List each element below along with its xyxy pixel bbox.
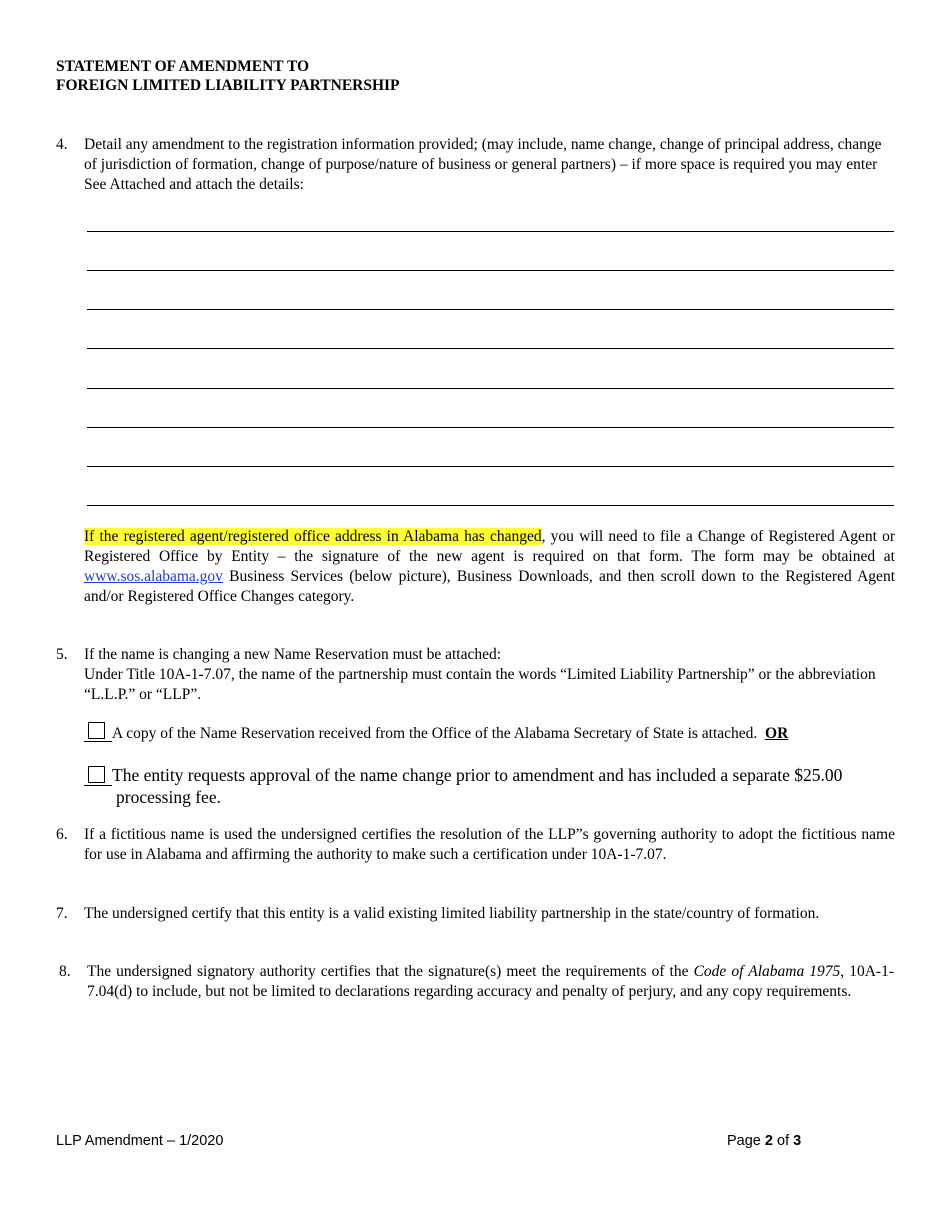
footer-form-id: LLP Amendment – 1/2020 xyxy=(56,1133,224,1149)
item-8-number: 8. xyxy=(59,963,71,980)
item-6-number: 6. xyxy=(56,826,68,843)
item-5-number: 5. xyxy=(56,646,68,663)
name-change-approval-checkbox[interactable] xyxy=(88,766,105,783)
option-2-line-1: The entity requests approval of the name change prior to amendment and has included a separate $25.00 xyxy=(112,765,843,785)
notice-highlight: If the registered agent/registered office address in Alabama has changed xyxy=(84,528,542,545)
option-1-text: A copy of the Name Reservation received from the Office of the Alabama Secretary of State is attached. xyxy=(112,725,758,742)
option-2-line-2: processing fee. xyxy=(116,787,221,807)
document-title xyxy=(56,57,400,95)
answer-line-4[interactable] xyxy=(87,348,894,349)
page-total: 3 xyxy=(793,1133,802,1149)
option-1 xyxy=(112,724,902,744)
answer-line-7[interactable] xyxy=(87,466,894,467)
name-reservation-attached-checkbox[interactable] xyxy=(88,722,105,739)
answer-line-8[interactable] xyxy=(87,505,894,506)
item-8-text xyxy=(87,962,894,1002)
item-6-text: If a fictitious name is used the undersigned certifies the resolution of the LLP”s governing authority to adopt the fictitious name for use in Alabama and affirming the authority to make such a certification under 10A-1-7.07. xyxy=(84,826,895,863)
notice-text-1: , you will need to file a Change of Registered Agent or Registered Office by Entity – the signature of the new agent is required on that form. The form may be obtained at xyxy=(84,528,895,565)
item-7-number: 7. xyxy=(56,905,68,922)
checkbox-underline-1 xyxy=(84,741,112,742)
title-line-1: STATEMENT OF AMENDMENT TO xyxy=(56,58,310,75)
item-4-text: Detail any amendment to the registration information provided; (may include, name change, change of principal address, change of jurisdiction of formation, change of purpose/nature of business or general partners) – if more space is required you may enter See Attached and attach the details: xyxy=(84,136,882,193)
item-5-line-1: If the name is changing a new Name Reservation must be attached: xyxy=(84,646,502,663)
answer-line-2[interactable] xyxy=(87,270,894,271)
notice-text-2: Business Services (below picture), Business Downloads, and then scroll down to the Registered Agent and/or Registered Office Changes category. xyxy=(84,568,895,605)
page-of: of xyxy=(772,1133,794,1149)
footer-page-number xyxy=(727,1133,801,1149)
item-8-text-before: The undersigned signatory authority certifies that the signature(s) meet the requirements of the xyxy=(87,963,694,980)
answer-line-5[interactable] xyxy=(87,388,894,389)
item-7-text: The undersigned certify that this entity is a valid existing limited liability partnership in the state/country of formation. xyxy=(84,905,820,922)
checkbox-underline-2 xyxy=(84,785,112,786)
item-4-number: 4. xyxy=(56,136,68,153)
option-1-or: OR xyxy=(765,725,789,742)
registered-agent-notice xyxy=(84,527,895,607)
item-8-code-citation: Code of Alabama 1975 xyxy=(693,963,841,980)
item-5-line-2: Under Title 10A-1-7.07, the name of the partnership must contain the words “Limited Liability Partnership” or the abbreviation “L.L.P.” or “LLP”. xyxy=(84,666,876,703)
sos-website-link[interactable]: www.sos.alabama.gov xyxy=(84,568,223,585)
item-8-text-after: , 10A-1-7.04(d) to include, but not be limited to declarations regarding accuracy and penalty of perjury, and any copy requirements. xyxy=(87,963,894,1000)
option-2 xyxy=(112,764,902,808)
answer-line-6[interactable] xyxy=(87,427,894,428)
page-current: 2 xyxy=(764,1133,773,1149)
answer-line-3[interactable] xyxy=(87,309,894,310)
title-line-2: FOREIGN LIMITED LIABILITY PARTNERSHIP xyxy=(56,77,400,94)
page-prefix: Page xyxy=(727,1133,765,1149)
answer-line-1[interactable] xyxy=(87,231,894,232)
